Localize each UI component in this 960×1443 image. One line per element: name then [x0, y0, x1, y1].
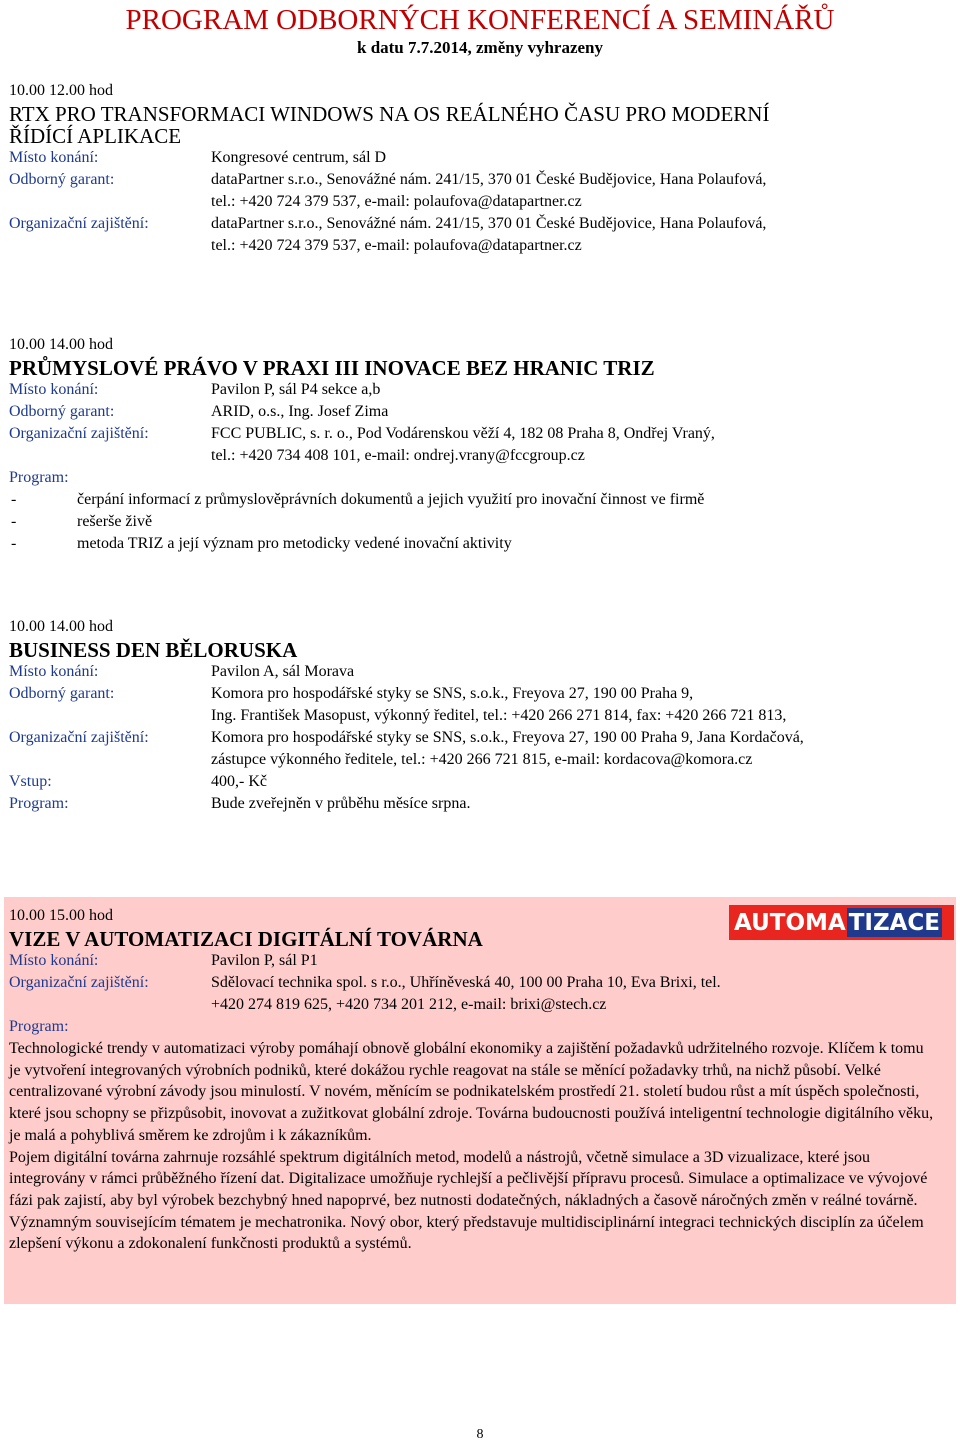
page-number: 8 [476, 1427, 484, 1442]
program-label: Program: [9, 469, 69, 486]
program-label: Program: [9, 1018, 69, 1035]
row-label: Organizační zajištění: [9, 729, 149, 746]
row-label: Odborný garant: [9, 403, 115, 420]
info-row-organizer [9, 213, 953, 257]
row-value: Sdělovací technika spol. s r.o., Uhříněveská 40, 100 00 Praha 10, Eva Brixi, tel. [211, 974, 721, 991]
row-label: Místo konání: [9, 952, 99, 969]
event-title-line: ŘÍDÍCÍ APLIKACE [9, 124, 182, 148]
row-label: Odborný garant: [9, 685, 115, 702]
event-time: 10.00 14.00 hod [9, 336, 113, 353]
bullet-text: metoda TRIZ a její význam pro metodicky vedené inovační aktivity [77, 535, 512, 552]
bullet-dash: - [11, 513, 17, 530]
row-value: tel.: +420 724 379 537, e-mail: polaufova@datapartner.cz [211, 193, 582, 210]
info-row-program [9, 793, 953, 815]
logo-text-part1: AUTOMA [734, 909, 846, 936]
bullet-text: čerpání informací z průmyslověprávních dokumentů a jejich využití pro inovační činnost ve firmě [77, 491, 705, 508]
event-time: 10.00 15.00 hod [9, 907, 113, 924]
row-value: dataPartner s.r.o., Senovážné nám. 241/15, 370 01 České Budějovice, Hana Polaufová, [211, 215, 767, 232]
row-value: tel.: +420 724 379 537, e-mail: polaufova@datapartner.cz [211, 237, 582, 254]
info-row-organizer [9, 727, 953, 771]
bullet-text: rešerše živě [77, 513, 153, 530]
event-prumyslove-pravo [9, 334, 953, 555]
row-value: Pavilon P, sál P1 [211, 952, 318, 969]
row-value: +420 274 819 625, +420 734 201 212, e-mail: brixi@stech.cz [211, 996, 607, 1013]
info-row-venue [9, 950, 953, 972]
row-value: 400,- Kč [211, 773, 267, 790]
document-title: PROGRAM ODBORNÝCH KONFERENCÍ A SEMINÁŘŮ [125, 4, 835, 36]
row-value: Kongresové centrum, sál D [211, 149, 387, 166]
logo-text-part2: TIZACE [848, 909, 941, 936]
info-row-venue [9, 379, 953, 401]
row-label: Vstup: [9, 773, 52, 790]
row-value: Komora pro hospodářské styky se SNS, s.o.k., Freyova 27, 190 00 Praha 9, Jana Kordačová, [211, 729, 804, 746]
row-label: Organizační zajištění: [9, 215, 149, 232]
program-bullet [9, 489, 953, 511]
row-value: Pavilon P, sál P4 sekce a,b [211, 381, 381, 398]
event-business-den [9, 616, 953, 815]
info-row-guarantor [9, 401, 953, 423]
row-value: Ing. František Masopust, výkonný ředitel, tel.: +420 266 271 814, fax: +420 266 721 813, [211, 707, 787, 724]
event-title [9, 103, 953, 147]
row-label: Organizační zajištění: [9, 974, 149, 991]
info-row-venue [9, 661, 953, 683]
program-paragraph: Pojem digitální továrna zahrnuje rozsáhlé spektrum digitálních metod, modelů a nástrojů, včetně simulace a 3D vizualizace, které jsou integrovány v rámci průběžného řízení dat. Digitalizace umožňuje rychlejší a pečlivější přípravu procesů. Simulace a optimalizace ve vývojové fázi pak zajistí, aby byl výrobek bezchybný hned napoprvé, bez nutnosti dodatečných, nákladných a časově náročných změn v reálné továrně. Významným souvisejícím tématem je mechatronika. Nový obor, který představuje multidisciplinární integraci technických disciplín za účelem zlepšení výkonu a zdokonalení funkčnosti produktů a systémů. [9, 1148, 928, 1253]
info-row-guarantor [9, 683, 953, 727]
info-row-venue [9, 147, 953, 169]
event-title: BUSINESS DEN BĚLORUSKA [9, 638, 298, 662]
info-row-entry [9, 771, 953, 793]
row-value: zástupce výkonného ředitele, tel.: +420 266 721 815, e-mail: kordacova@komora.cz [211, 751, 753, 768]
event-time: 10.00 14.00 hod [9, 618, 113, 635]
row-value: tel.: +420 734 408 101, e-mail: ondrej.vrany@fccgroup.cz [211, 447, 585, 464]
info-row-guarantor [9, 169, 953, 213]
row-label: Odborný garant: [9, 171, 115, 188]
info-row-organizer [9, 972, 953, 1016]
bullet-dash: - [11, 535, 17, 552]
row-value: Bude zveřejněn v průběhu měsíce srpna. [211, 795, 471, 812]
row-value: Komora pro hospodářské styky se SNS, s.o.k., Freyova 27, 190 00 Praha 9, [211, 685, 694, 702]
program-paragraph: Technologické trendy v automatizaci výroby pomáhají obnově globální ekonomiky a zajištění požadavků udržitelného rozvoje. Klíčem k tomu je vytvoření integrovaných výrobních podniků, které dokážou rychle reagovat na stále se měnící požadavky trhů, na nichž působí. Velké centralizované výrobní závody jsou minulostí. V novém, měnícím se podnikatelském prostředí 21. století budou růst a mít úspěch společnosti, které jsou schopny se přizpůsobit, inovovat a zužitkovat globální zdroje. Továrna budoucnosti používá inteligentní technologie digitálního věku, je malá a pohyblivá směrem ke zdrojům i k zákazníkům. [9, 1040, 934, 1144]
row-value: dataPartner s.r.o., Senovážné nám. 241/15, 370 01 České Budějovice, Hana Polaufová, [211, 171, 767, 188]
row-label: Místo konání: [9, 381, 99, 398]
event-vize-automatizace [9, 905, 953, 1255]
event-rtx [9, 80, 953, 257]
event-time: 10.00 12.00 hod [9, 82, 113, 99]
event-title: PRŮMYSLOVÉ PRÁVO V PRAXI III INOVACE BEZ HRANIC TRIZ [9, 356, 655, 380]
event-title: VIZE V AUTOMATIZACI DIGITÁLNÍ TOVÁRNA [9, 927, 483, 951]
row-label: Místo konání: [9, 663, 99, 680]
row-value: ARID, o.s., Ing. Josef Zima [211, 403, 389, 420]
info-row-organizer [9, 423, 953, 467]
row-label: Organizační zajištění: [9, 425, 149, 442]
row-label: Program: [9, 795, 69, 812]
row-value: FCC PUBLIC, s. r. o., Pod Vodárenskou věží 4, 182 08 Praha 8, Ondřej Vraný, [211, 425, 715, 442]
program-bullet [9, 511, 953, 533]
row-label: Místo konání: [9, 149, 99, 166]
event-title-line: RTX PRO TRANSFORMACI WINDOWS NA OS REÁLNÉHO ČASU PRO MODERNÍ [9, 102, 770, 126]
program-bullet [9, 533, 953, 555]
document-subtitle: k datu 7.7.2014, změny vyhrazeny [356, 38, 604, 57]
row-value: Pavilon A, sál Morava [211, 663, 355, 680]
bullet-dash: - [11, 491, 17, 508]
